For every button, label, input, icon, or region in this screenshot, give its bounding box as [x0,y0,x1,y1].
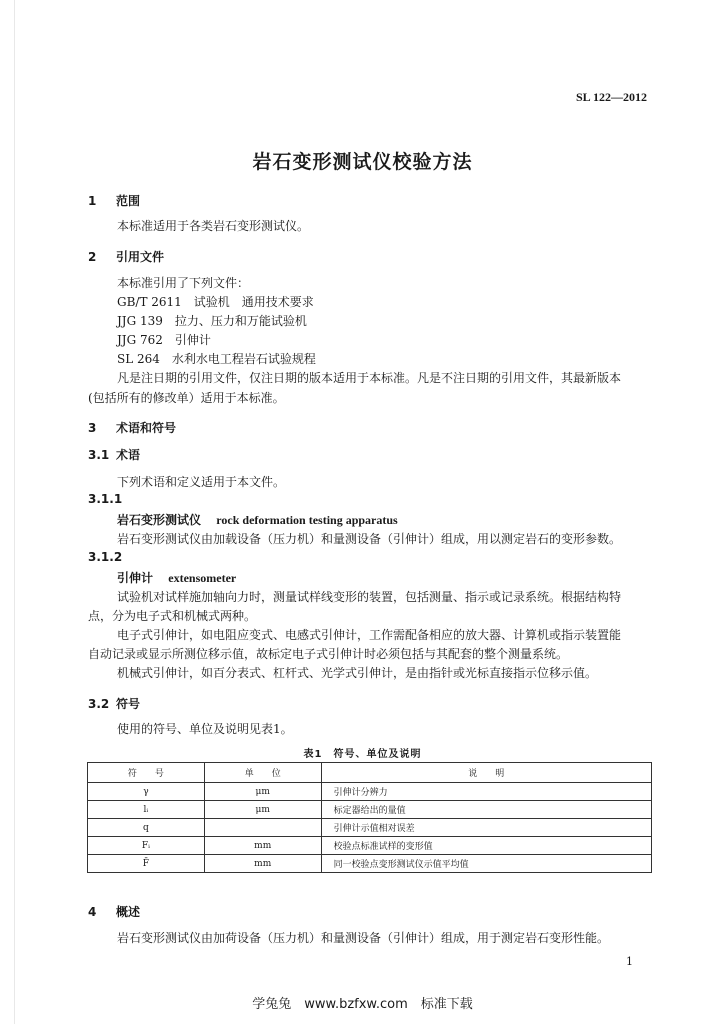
table-header-row [88,763,652,783]
section-3-2-heading [88,695,140,712]
term-3-1-1-definition: 岩石变形测试仪由加载设备（压力机）和量测设备（引伸计）组成，用以测定岩石的变形参数。 [117,532,622,546]
table-header-cell: 说 明 [321,763,651,783]
reference-item: JJG 762 引伸计 [117,333,211,347]
unit-cell [204,819,321,837]
table-row [88,783,652,801]
page-number: 1 [626,955,633,968]
section-title: 引用文件 [116,250,165,264]
section-4-text: 岩石变形测试仪由加荷设备（压力机）和量测设备（引伸计）组成，用于测定岩石变形性能。 [117,931,610,945]
description-cell: 同一校验点变形测试仪示值平均值 [321,855,651,873]
section-3-2-text: 使用的符号、单位及说明见表1。 [117,722,293,736]
symbol-cell: q [88,819,205,837]
term-chinese: 岩石变形测试仪 [117,513,202,527]
description-cell: 标定器给出的量值 [321,801,651,819]
section-2-intro: 本标准引用了下列文件： [117,276,250,290]
term-3-1-2-def1-line1: 试验机对试样施加轴向力时，测量试样线变形的装置，包括测量、指示或记录系统。根据结构特 [117,590,622,604]
clause-3-1-1-number: 3.1.1 [88,492,123,506]
term-3-1-1 [117,511,398,530]
table-caption: 表1 符号、单位及说明 [303,749,422,760]
reference-item: JJG 139 拉力、压力和万能试验机 [117,314,307,328]
symbol-cell: F̄ [88,855,205,873]
term-chinese: 引伸计 [117,571,154,585]
description-cell: 引伸计分辨力 [321,783,651,801]
term-3-1-2 [117,569,236,588]
section-title: 概述 [116,905,141,919]
table-row [88,837,652,855]
term-3-1-2-def3: 机械式引伸计，如百分表式、杠杆式、光学式引伸计，是由指针或光标直接指示位移示值。 [117,666,598,680]
reference-item: GB/T 2611 试验机 通用技术要求 [117,295,314,309]
reference-note-line1: 凡是注日期的引用文件，仅注日期的版本适用于本标准。凡是不注日期的引用文件，其最新版本 [117,371,622,385]
reference-item: SL 264 水利水电工程岩石试验规程 [117,352,316,366]
section-number: 1 [88,194,97,208]
symbol-cell: γ [88,783,205,801]
section-number: 3.2 [88,697,110,711]
table-header-cell: 单 位 [204,763,321,783]
clause-3-1-2-number: 3.1.2 [88,550,123,564]
table-row [88,801,652,819]
term-3-1-2-def2-line1: 电子式引伸计，如电阻应变式、电感式引伸计，工作需配备相应的放大器、计算机或指示装置能 [117,628,622,642]
section-3-heading [88,419,176,436]
section-1-text: 本标准适用于各类岩石变形测试仪。 [117,219,310,233]
unit-cell: mm [204,855,321,873]
symbol-cell: lᵢ [88,801,205,819]
section-title: 术语和符号 [116,421,177,435]
section-title: 符号 [116,697,141,711]
description-cell: 引伸计示值相对误差 [321,819,651,837]
table-row [88,855,652,873]
description-cell: 校验点标准试样的变形值 [321,837,651,855]
section-number: 2 [88,250,97,264]
symbols-table [87,762,652,873]
term-3-1-2-def2-line2: 自动记录或显示所测位移示值，故标定电子式引伸计时必须包括与其配套的整个测量系统。 [88,647,569,661]
unit-cell: μm [204,801,321,819]
reference-note-line2: (包括所有的修改单）适用于本标准。 [88,391,285,405]
section-number: 3 [88,421,97,435]
section-4-heading [88,903,140,920]
table-header-cell: 符 号 [88,763,205,783]
table-row [88,819,652,837]
term-english: extensometer [168,571,237,585]
section-title: 范围 [116,194,141,208]
section-number: 3.1 [88,448,110,462]
symbol-cell: Fᵢ [88,837,205,855]
section-number: 4 [88,905,97,919]
term-english: rock deformation testing apparatus [216,513,398,527]
section-title: 术语 [116,448,141,462]
section-3-1-text: 下列术语和定义适用于本文件。 [117,475,286,489]
term-3-1-2-def1-line2: 点，分为电子式和机械式两种。 [88,609,257,623]
section-3-1-heading [88,446,140,463]
unit-cell: μm [204,783,321,801]
unit-cell: mm [204,837,321,855]
section-1-heading [88,192,140,209]
site-watermark-footer: 学兔兔 www.bzfxw.com 标准下载 [252,997,473,1012]
standard-code: SL 122—2012 [576,90,648,104]
section-2-heading [88,248,164,265]
document-title: 岩石变形测试仪校验方法 [252,151,473,173]
